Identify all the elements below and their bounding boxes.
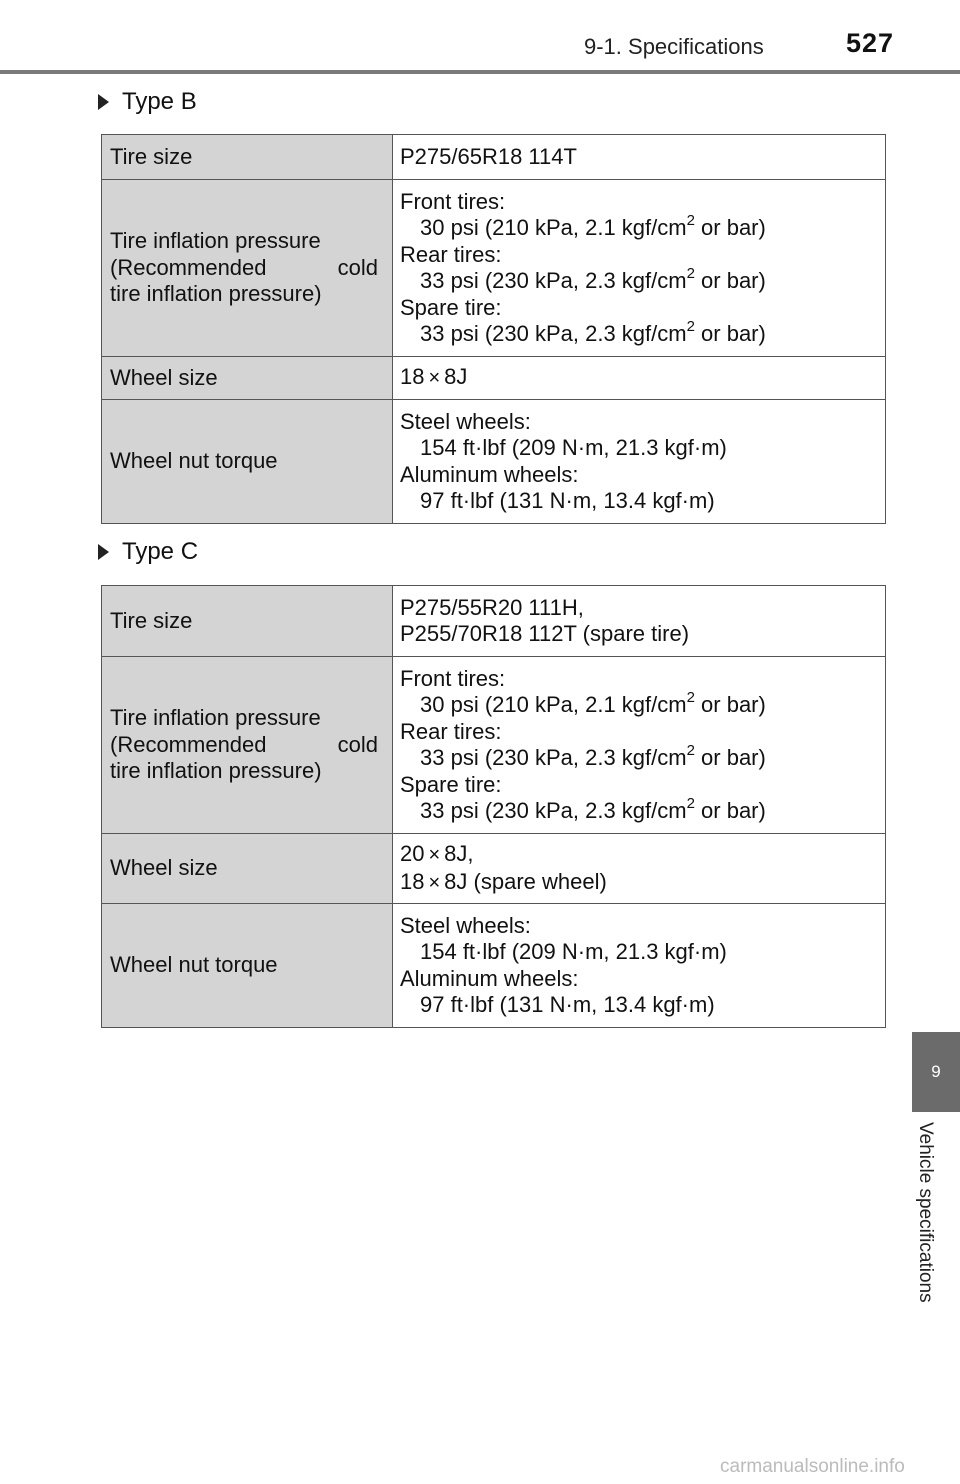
pressure-label-line: Tire inflation pressure [110, 705, 321, 731]
pressure-label-line: (Recommended cold [110, 731, 378, 757]
type-c-heading-text: Type C [122, 538, 199, 565]
rear-tires-value: 33 psi (230 kPa, 2.3 kgf/$cm^2$ or bar) [420, 264, 766, 293]
table-row [102, 904, 886, 1028]
chapter-label: Vehicle specifications [915, 1122, 936, 1303]
steel-wheels-value: 154 ft·lbf (209 N·m, 21.3 kgf·m) [420, 435, 727, 460]
rear-tires-label: Rear tires: [400, 718, 502, 744]
wheel-nut-torque-label: Wheel nut torque [102, 904, 393, 1028]
tire-pressure-value [393, 180, 886, 357]
steel-wheels-label: Steel wheels: [400, 912, 531, 938]
tire-pressure-value [393, 657, 886, 834]
table-row [102, 180, 886, 357]
section-title: 9-1. Specifications [584, 34, 764, 59]
tire-size-label: Tire size [102, 135, 393, 180]
header-divider [0, 70, 960, 74]
steel-wheels-value: 154 ft·lbf (209 N·m, 21.3 kgf·m) [420, 939, 727, 964]
aluminum-wheels-label: Aluminum wheels: [400, 965, 579, 991]
type-c-spec-table [101, 585, 886, 1028]
triangle-bullet-icon [98, 544, 109, 560]
page-number: 527 [846, 28, 895, 58]
front-tires-label: Front tires: [400, 665, 506, 691]
triangle-bullet-icon [98, 94, 109, 110]
pressure-label-line: tire inflation pressure) [110, 758, 322, 784]
table-row [102, 400, 886, 524]
aluminum-wheels-value: 97 ft·lbf (131 N·m, 13.4 kgf·m) [420, 488, 715, 513]
type-b-spec-table [101, 134, 886, 524]
front-tires-value: 30 psi (210 kPa, 2.1 kgf/$cm^2$ or bar) [420, 211, 766, 240]
steel-wheels-label: Steel wheels: [400, 408, 531, 434]
wheel-nut-torque-label: Wheel nut torque [102, 400, 393, 524]
aluminum-wheels-value: 97 ft·lbf (131 N·m, 13.4 kgf·m) [420, 992, 715, 1017]
wheel-nut-torque-value [393, 400, 886, 524]
wheel-nut-torque-value [393, 904, 886, 1028]
rear-tires-label: Rear tires: [400, 241, 502, 267]
spare-tire-value: 33 psi (230 kPa, 2.3 kgf/$cm^2$ or bar) [420, 794, 766, 823]
rear-tires-value: 33 psi (230 kPa, 2.3 kgf/$cm^2$ or bar) [420, 741, 766, 770]
spare-tire-label: Spare tire: [400, 771, 502, 797]
watermark: carmanualsonline.info [720, 1456, 905, 1477]
chapter-number: 9 [931, 1062, 941, 1081]
table-row [102, 834, 886, 904]
wheel-size-value: 20 × 8J, 18 × 8J (spare wheel) [393, 834, 886, 904]
aluminum-wheels-label: Aluminum wheels: [400, 461, 579, 487]
chapter-tab [912, 1032, 960, 1112]
spare-tire-value: 33 psi (230 kPa, 2.3 kgf/$cm^2$ or bar) [420, 317, 766, 346]
spare-tire-label: Spare tire: [400, 294, 502, 320]
tire-pressure-label [102, 657, 393, 834]
tire-pressure-label [102, 180, 393, 357]
type-b-heading [96, 88, 197, 116]
wheel-size-label: Wheel size [102, 357, 393, 400]
wheel-size-label: Wheel size [102, 834, 393, 904]
pressure-label-line: Tire inflation pressure [110, 228, 321, 254]
pressure-label-line: (Recommended cold [110, 254, 378, 280]
pressure-label-line: tire inflation pressure) [110, 281, 322, 307]
type-b-heading-text: Type B [122, 88, 197, 115]
tire-size-value: P275/65R18 114T [393, 135, 886, 180]
table-row [102, 586, 886, 657]
wheel-size-value: 18 × 8J [393, 357, 886, 400]
tire-size-value: P275/55R20 111H, P255/70R18 112T (spare tire) [393, 586, 886, 657]
table-row [102, 135, 886, 180]
table-row [102, 657, 886, 834]
table-row [102, 357, 886, 400]
front-tires-label: Front tires: [400, 188, 506, 214]
front-tires-value: 30 psi (210 kPa, 2.1 kgf/$cm^2$ or bar) [420, 688, 766, 717]
type-c-heading [96, 538, 198, 566]
tire-size-label: Tire size [102, 586, 393, 657]
